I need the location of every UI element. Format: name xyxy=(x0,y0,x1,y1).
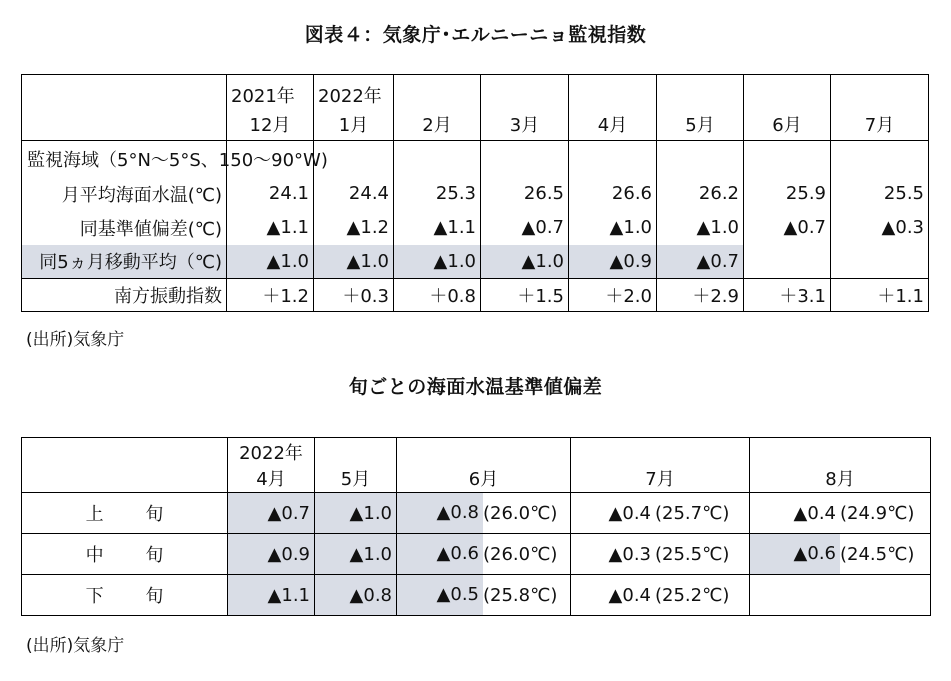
anomaly-value: ▲0.4 xyxy=(608,502,651,524)
table-cell: ▲0.9 xyxy=(569,245,657,279)
table-row xyxy=(22,177,929,211)
table-cell: ▲0.7 xyxy=(657,245,744,279)
table-cell: 25.9 xyxy=(744,177,831,211)
table-cell: ▲0.7 xyxy=(481,211,569,245)
table-cell xyxy=(397,493,571,534)
region-label: 監視海域（5°N～5°S、150～90°W) xyxy=(22,141,227,177)
header-corner-lower xyxy=(22,108,227,141)
table-row xyxy=(22,279,929,312)
temperature-value: (26.0℃) xyxy=(483,502,558,524)
table-cell: ▲1.0 xyxy=(315,534,397,575)
year-header-2022: 2022年 xyxy=(228,438,315,465)
anomaly-value: ▲0.3 xyxy=(608,543,651,565)
temperature-value: (25.7℃) xyxy=(655,502,730,524)
section-title: 旬ごとの海面水温基準値偏差 xyxy=(348,376,603,398)
row-label: 同5ヵ月移動平均（℃) xyxy=(22,245,227,279)
table-row xyxy=(22,211,929,245)
row-label: 同基準値偏差(℃) xyxy=(22,211,227,245)
table-cell: ▲1.0 xyxy=(314,245,394,279)
header-corner xyxy=(22,75,227,108)
table-cell: 26.6 xyxy=(569,177,657,211)
dekadal-sst-table xyxy=(21,437,931,616)
temperature-value: (25.5℃) xyxy=(655,543,730,565)
elnino-monitoring-table xyxy=(21,74,929,312)
anomaly-value: ▲0.4 xyxy=(608,584,651,606)
month-header: 3月 xyxy=(481,108,569,141)
table-cell: 26.5 xyxy=(481,177,569,211)
header-corner-lower xyxy=(22,465,228,493)
table-cell: 25.5 xyxy=(831,177,929,211)
table-cell: ＋1.1 xyxy=(831,279,929,312)
table-cell: 25.3 xyxy=(394,177,481,211)
temperature-value: (26.0℃) xyxy=(483,543,558,565)
table-cell: 24.1 xyxy=(227,177,314,211)
table-cell: ▲0.9 xyxy=(228,534,315,575)
month-header: 4月 xyxy=(569,108,657,141)
table-cell: ＋1.5 xyxy=(481,279,569,312)
month-header: 6月 xyxy=(397,465,571,493)
table-cell: ▲1.0 xyxy=(394,245,481,279)
month-header: 6月 xyxy=(744,108,831,141)
table-cell xyxy=(750,575,931,616)
month-header: 5月 xyxy=(657,108,744,141)
month-header: 1月 xyxy=(314,108,394,141)
year-header-2022: 2022年 xyxy=(314,75,394,108)
month-header: 5月 xyxy=(315,465,397,493)
temperature-value: (24.9℃) xyxy=(840,502,915,524)
table-cell: ＋0.8 xyxy=(394,279,481,312)
anomaly-value: ▲0.4 xyxy=(793,502,836,524)
row-label: 中 旬 xyxy=(22,534,228,575)
table-cell xyxy=(397,534,571,575)
table-cell: ▲0.7 xyxy=(744,211,831,245)
table-cell: 24.4 xyxy=(314,177,394,211)
anomaly-value: ▲0.6 xyxy=(750,534,840,574)
table-cell xyxy=(397,575,571,616)
table-cell: ▲1.2 xyxy=(314,211,394,245)
table-cell xyxy=(571,493,750,534)
table-cell xyxy=(571,575,750,616)
temperature-value: (24.5℃) xyxy=(840,543,915,565)
anomaly-value: ▲0.8 xyxy=(397,493,483,533)
anomaly-value: ▲0.6 xyxy=(397,534,483,574)
table-cell: ▲1.0 xyxy=(481,245,569,279)
month-header: 7月 xyxy=(831,108,929,141)
table-cell xyxy=(571,534,750,575)
table-row xyxy=(22,575,931,616)
table-cell xyxy=(744,245,831,279)
table-cell: ▲1.0 xyxy=(315,493,397,534)
row-label: 下 旬 xyxy=(22,575,228,616)
table-cell: ＋0.3 xyxy=(314,279,394,312)
table-cell xyxy=(831,245,929,279)
table-cell: ▲1.0 xyxy=(227,245,314,279)
table-cell: ▲1.1 xyxy=(394,211,481,245)
table-cell: ▲1.0 xyxy=(657,211,744,245)
month-header: 7月 xyxy=(571,465,750,493)
month-header: 8月 xyxy=(750,465,931,493)
table-cell xyxy=(750,493,931,534)
table-cell: ▲0.3 xyxy=(831,211,929,245)
table-row xyxy=(22,493,931,534)
table-cell: ▲1.0 xyxy=(569,211,657,245)
table-cell: ＋2.9 xyxy=(657,279,744,312)
table-cell xyxy=(750,534,931,575)
table-cell: ▲0.7 xyxy=(228,493,315,534)
table-row xyxy=(22,245,929,279)
header-corner xyxy=(22,438,228,465)
month-header: 12月 xyxy=(227,108,314,141)
month-header: 2月 xyxy=(394,108,481,141)
row-label: 月平均海面水温(℃) xyxy=(22,177,227,211)
table-cell: ▲0.8 xyxy=(315,575,397,616)
table-row xyxy=(22,534,931,575)
figure-title: 図表４：気象庁･エルニーニョ監視指数 xyxy=(304,24,647,46)
table-cell: ＋2.0 xyxy=(569,279,657,312)
table-cell: ＋1.2 xyxy=(227,279,314,312)
month-header: 4月 xyxy=(228,465,315,493)
row-label: 上 旬 xyxy=(22,493,228,534)
table-cell: ▲1.1 xyxy=(228,575,315,616)
temperature-value: (25.2℃) xyxy=(655,584,730,606)
source-note: (出所)気象庁 xyxy=(26,636,125,656)
table-cell: ▲1.1 xyxy=(227,211,314,245)
temperature-value: (25.8℃) xyxy=(483,584,558,606)
table-cell: 26.2 xyxy=(657,177,744,211)
year-header-2021: 2021年 xyxy=(227,75,314,108)
source-note: (出所)気象庁 xyxy=(26,330,125,350)
table-cell: ＋3.1 xyxy=(744,279,831,312)
row-label: 南方振動指数 xyxy=(22,279,227,312)
anomaly-value: ▲0.5 xyxy=(397,575,483,615)
